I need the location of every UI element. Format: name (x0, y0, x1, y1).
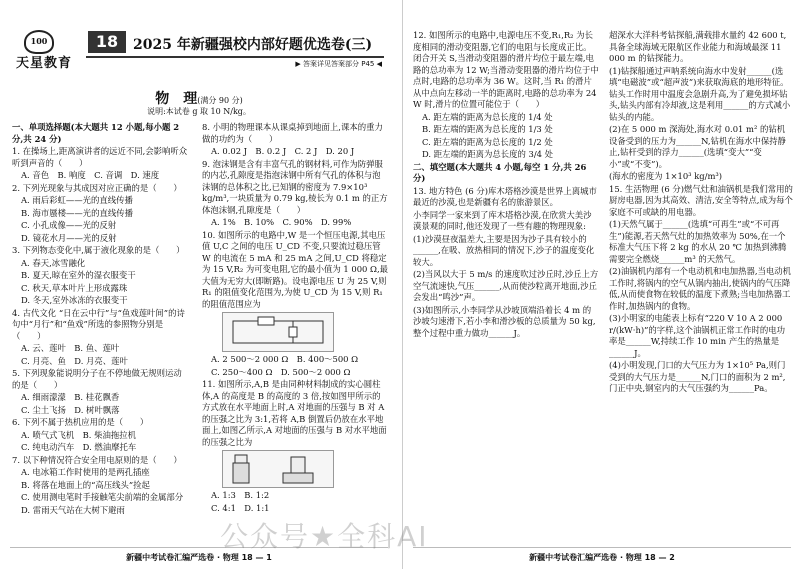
question-15: 15. 生活物理 (6 分)燃气灶和油锅机是我们常用的厨房电器,因为其高效、清洁,安全等特点,成为每个家庭不可或缺的用电器。 (609, 183, 793, 217)
options-5ab: A. 细雨濛濛 B. 桂花飘香 (21, 392, 120, 402)
watermark: 公众号★全科AI (220, 520, 429, 553)
left-page (0, 0, 398, 569)
brand-name: 天星教育 (16, 56, 73, 71)
left-footer-page: 18 — 1 (241, 553, 272, 562)
option-7d: D. 雷雨天气站在大树下避雨 (21, 504, 125, 515)
circuit-figure (222, 312, 334, 352)
option-7a: A. 电冰箱工作时使用的是两孔插座 (21, 467, 150, 477)
subject-name: 物 理 (155, 91, 198, 107)
question-9: 9. 泡沫钢是含有丰富气孔的钢材料,可作为防弹服的内芯,孔隙度是指泡沫钢中所有气孔的体积与泡沫钢的总体积之比,已知钢的密度为 7.9×10³ kg/m³,一块质量为 0.79 kg,棱长为 0.1 m 的正方体泡沫钢,孔隙度是（ ） (202, 158, 388, 215)
options-4cd: C. 月亮、鱼 D. 月亮、莲叶 (21, 355, 128, 366)
option-2d: D. 镜花水月——光的反射 (21, 232, 117, 243)
options-1: A. 音色 B. 响度 C. 音调 D. 速度 (21, 170, 160, 180)
question-4: 4. 古代文化 “日在云中行”与“鱼戏莲叶间”的诗句中“月行”和“鱼戏”所选的参照物分别是（ ） (12, 307, 185, 341)
options-11cd: C. 4:1 D. 1:1 (211, 502, 270, 513)
options-10ab: A. 2 500～2 000 Ω B. 400～500 Ω (211, 354, 359, 364)
question-12: 12. 如图所示的电路中,电源电压不变,R₁,R₂ 为长度相同的滑动变阻器,它们的电阻与长度成正比。闭合开关 S,当滑动变阻器的滑片均位于最左端,电路的总功率为 12 W;当滑动变阻器的滑片均位于中点时,电路的总功率为 36 W。这时,当 R₁ 的滑片从中点向左移动一半的距离时,电路的总功率为 24 W 时,滑片的位置可能位于（ ） (413, 30, 599, 109)
question-2: 2. 下列光现象与其成因对应正确的是（ ） (12, 182, 182, 193)
option-3c: C. 秋天,草本叶片上形成露珠 (21, 282, 128, 293)
right-footer-page: 18 — 2 (644, 553, 675, 562)
question-14-note: (海水的密度为 1×10³ kg/m³) (609, 171, 723, 181)
option-12a: A. 距左端的距离为总长度的 1/4 处 (422, 111, 553, 122)
left-column-1 (12, 122, 190, 517)
option-3a: A. 春天,冰雪融化 (21, 257, 86, 268)
section-title: 一、单项选择题(本大题共 12 小题,每小题 2 分,共 24 分) (12, 122, 180, 144)
section-title-2: 二、填空题(本大题共 4 小题,每空 1 分,共 26 分) (413, 161, 587, 183)
options-5cd: C. 尘土飞扬 D. 树叶飘落 (21, 404, 120, 415)
right-column-2 (609, 30, 793, 396)
option-2c: C. 小孔成像——光的反射 (21, 220, 117, 230)
question-14-intro: 超深水大洋科考钻探船,满载排水量约 42 600 t,具备全球海域无限航区作业能力和海域最深 11 000 m 的钻探能力。 (609, 30, 787, 63)
option-3b: B. 夏天,晾在室外的湿衣服变干 (21, 270, 136, 280)
option-12c: C. 距左端的距离为总长度的 1/2 处 (422, 136, 553, 147)
question-13-2: (2)当风以大于 5 m/s 的速度吹过沙丘时,沙丘上方空气流速快,气压______,从而使沙粒离开地面,沙丘会发出“鸣沙”声。 (413, 269, 599, 302)
question-5: 5. 下列现象能说明分子在不停地做无规则运动的是（ ） (12, 368, 182, 390)
options-6cd: C. 纯电动汽车 D. 燃油摩托车 (21, 442, 137, 452)
option-12b: B. 距左端的距离为总长度的 1/3 处 (422, 124, 553, 134)
header-rule (86, 56, 384, 58)
option-7b: B. 将落在地面上的“高压线头”捡起 (21, 479, 150, 490)
options-11ab: A. 1:3 B. 1:2 (211, 490, 270, 500)
question-14-2: (2)在 5 000 m 深海处,海水对 0.01 m² 的钻机设备受到的压力为______N,钻机在海水中保持静止,钻杆受到的浮力______(选填“变大”“变小”或“不变”)。 (609, 124, 786, 169)
paper-title: 2025 年新疆强校内部好题优选卷(三) (133, 37, 373, 53)
question-8: 8. 小明的物理课本从课桌掉到地面上,课本的重力做的功约为（ ） (202, 122, 383, 144)
question-15-3: (3)小明家的电能表上标有“220 V 10 A 2 000 r/(kW·h)”的字样,这个油锅机正常工作时的电功率是______W,持续工作 10 min 产生的热量是______J。 (609, 313, 786, 358)
logo-icon: 100 (24, 30, 54, 54)
question-13-intro: 小李同学一家来到了库木塔格沙漠,在欣赏大美沙漠景观的同时,他还发现了一些有趣的物理现象: (413, 209, 592, 231)
option-7c: C. 使用测电笔时手接触笔尖前端的金属部分 (21, 492, 184, 502)
option-2b: B. 海市蜃楼——光的直线传播 (21, 207, 133, 218)
option-3d: D. 冬天,室外冰冻的衣服变干 (21, 295, 128, 305)
options-8: A. 0.02 J B. 0.2 J C. 2 J D. 20 J (211, 146, 355, 156)
question-3: 3. 下列物态变化中,属于液化现象的是（ ） (12, 245, 185, 255)
question-13-1: (1)沙漠昼夜温差大,主要是因为沙子具有较小的______,在吸、放热相同的情况下,沙子的温度变化较大。 (413, 233, 595, 267)
answer-note: ▶ 答案详见答案部分 P45 ◀ (295, 60, 382, 68)
question-15-1: (1)天然气属于______(选填“可再生”或“不可再生”)能源,若天然气灶的加热效率为 50%,在一个标准大气压下将 2 kg 的水从 20 ℃ 加热到沸腾需要完全燃烧______m³ 的天然气。 (609, 219, 787, 264)
left-column-2 (202, 122, 388, 515)
question-11: 11. 如图所示,A,B 是由同种材料制成的实心圆柱体,A 的高度是 B 的高度的 3 倍,按如图甲所示的方式放在水平地面上时,A 对地面的压强与 B 对 A 的压强之比为 3:1,若将 A,B 倒置后仍放在水平地面上,如图乙所示,A 对地面的压强与 B 对水平地面的压强之比为 (202, 379, 387, 447)
subject-title (0, 88, 398, 108)
question-6: 6. 下列不属于热机应用的是（ ） (12, 417, 149, 427)
right-footer-text: 新疆中考试卷汇编严选卷 · 物理 (529, 553, 642, 562)
options-10cd: C. 250～400 Ω D. 500～2 000 Ω (211, 366, 351, 377)
question-15-4: (4)小明发现,门口的大气压力为 1×10⁵ Pa,则门受到的大气压力是______N,门口的面积为 2 m²,门正中央,钢室内的大气压强约为______Pa。 (609, 360, 786, 393)
question-1: 1. 在操场上,距离演讲者的远近不同,会影响听众听到声音的（ ） (12, 146, 188, 168)
question-14-1: (1)钻探船通过声呐系统向海水中发射______(选填“电磁波”或“超声波”)来获取海底的地形特征。钻头工作时用中温度会急剧升高,为了避免损坏钻头,钻头内部有冷却液,这是利用______的方式减小钻头的内能。 (609, 65, 791, 122)
cylinder-figure (222, 450, 334, 488)
subject-note: 说明:本试卷 g 取 10 N/kg。 (147, 107, 251, 116)
option-2a: A. 雨后彩虹——光的直线传播 (21, 195, 133, 205)
question-7: 7. 以下种情况符合安全用电原则的是（ ） (12, 454, 182, 465)
option-12d: D. 距左端的距离为总长度的 3/4 处 (422, 149, 554, 159)
options-9: A. 1% B. 10% C. 90% D. 99% (211, 217, 352, 227)
options-4ab: A. 云、莲叶 B. 鱼、莲叶 (21, 343, 120, 353)
question-13-3: (3)如图所示,小李同学从沙坡顶端沿着长 4 m 的沙坡匀速滑下,若小李和滑沙板的总质量为 50 kg,整个过程中重力做功______J。 (413, 304, 596, 338)
subject-score: (满分 90 分) (197, 96, 243, 105)
left-footer (10, 547, 388, 563)
right-column-1 (413, 30, 599, 340)
right-footer (413, 547, 791, 563)
options-6ab: A. 喷气式飞机 B. 柴油拖拉机 (21, 429, 136, 440)
question-13: 13. 地方特色 (6 分)库木塔格沙漠是世界上离城市最近的沙漠,也是新疆有名的旅游景区。 (413, 185, 597, 207)
left-footer-text: 新疆中考试卷汇编严选卷 · 物理 (126, 553, 239, 562)
right-page (402, 0, 800, 569)
header (8, 30, 390, 71)
question-10: 10. 如图所示的电路中,W 是一个恒压电源,其电压值 U,C 之间的电压 U_CD 不变,只要流过稳压管 W 的电流在 5 mA 和 25 mA 之间,U_CD 将稳定为 15 V,R₂ 为可变电阻,它的最小值为 1 000 Ω,最大值为无穷大(即断路)。设电源电压 U 为 25 V,则 R₁ 的阻值变化范围为,为使 U_CD 为 15 V,则 R₁ 的阻值范围应为 (202, 229, 388, 309)
paper-number: 18 (88, 31, 126, 53)
question-15-2: (2)油锅机内部有一个电动机和电加热器,当电动机工作时,将锅内的空气从锅内抽出,使锅内的气压降低,从而使食物在较低的温度下煮熟;当电加热器工作时,加热锅内的食物。 (609, 266, 792, 311)
